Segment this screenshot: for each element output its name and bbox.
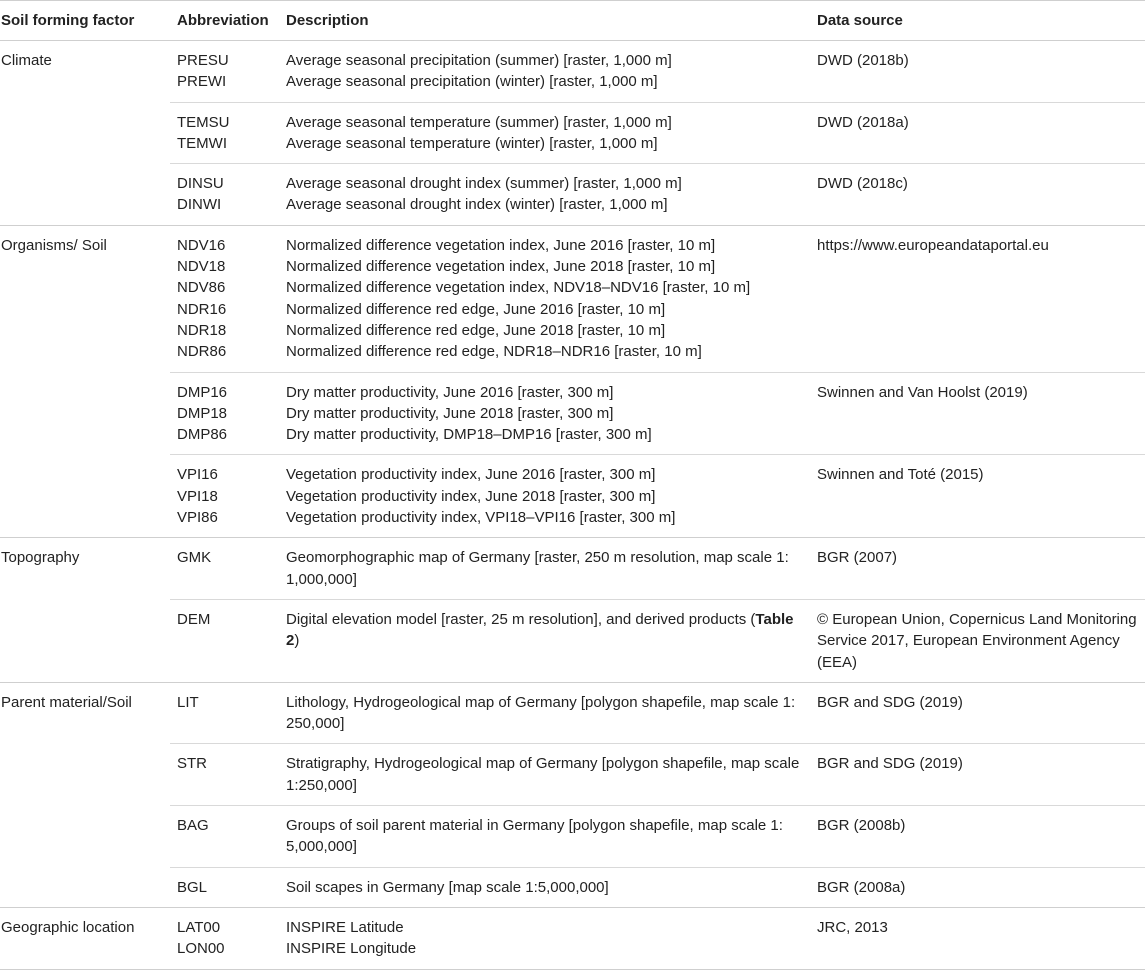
table-row bbox=[0, 599, 1145, 682]
table-row bbox=[0, 867, 1145, 907]
header-source: Data source bbox=[817, 1, 1145, 41]
source-cell: BGR and SDG (2019) bbox=[817, 682, 1145, 744]
abbreviation: PREWI bbox=[177, 73, 227, 91]
header-row bbox=[0, 1, 1145, 41]
description: Average seasonal drought index (summer) [raster, 1,000 m] bbox=[286, 175, 682, 193]
abbreviation: NDV18 bbox=[177, 258, 226, 276]
description: Stratigraphy, Hydrogeological map of Germany [polygon shapefile, map scale 1:250,000] bbox=[286, 755, 800, 794]
table-row bbox=[0, 806, 1145, 868]
table-row bbox=[0, 164, 1145, 226]
description-cell bbox=[286, 806, 817, 868]
description-cell bbox=[286, 164, 817, 226]
source-cell: Swinnen and Toté (2015) bbox=[817, 455, 1145, 538]
table-row bbox=[0, 538, 1145, 600]
description-cell bbox=[286, 225, 817, 372]
source-cell: BGR (2007) bbox=[817, 538, 1145, 600]
abbreviation: TEMWI bbox=[177, 134, 227, 152]
abbreviation-cell bbox=[170, 455, 286, 538]
description-cell bbox=[286, 102, 817, 164]
table-row bbox=[0, 455, 1145, 538]
abbreviation: DEM bbox=[177, 610, 211, 628]
source-cell: © European Union, Copernicus Land Monitoring Service 2017, European Environment Agency (EEA) bbox=[817, 599, 1145, 682]
header-description: Description bbox=[286, 1, 817, 41]
abbreviation-cell bbox=[170, 599, 286, 682]
header-factor: Soil forming factor bbox=[0, 1, 170, 41]
source-cell: BGR (2008b) bbox=[817, 806, 1145, 868]
description: Dry matter productivity, June 2016 [raster, 300 m] bbox=[286, 383, 614, 401]
abbreviation: NDR18 bbox=[177, 321, 227, 339]
abbreviation: BAG bbox=[177, 817, 209, 835]
abbreviation-cell bbox=[170, 225, 286, 372]
description: INSPIRE Longitude bbox=[286, 940, 417, 958]
abbreviation: DMP86 bbox=[177, 426, 228, 444]
description: Average seasonal temperature (winter) [raster, 1,000 m] bbox=[286, 134, 658, 152]
table-row bbox=[0, 41, 1145, 103]
abbreviation: LON00 bbox=[177, 940, 225, 958]
abbreviation: NDR16 bbox=[177, 300, 227, 318]
description: Vegetation productivity index, June 2016 [raster, 300 m] bbox=[286, 466, 656, 484]
factor-cell: Climate bbox=[0, 41, 170, 226]
description-cell bbox=[286, 41, 817, 103]
source-cell: DWD (2018b) bbox=[817, 41, 1145, 103]
abbreviation: STR bbox=[177, 755, 207, 773]
source-cell: https://www.europeandataportal.eu bbox=[817, 225, 1145, 372]
description: Average seasonal temperature (summer) [raster, 1,000 m] bbox=[286, 113, 672, 131]
description-cell bbox=[286, 455, 817, 538]
table-row bbox=[0, 102, 1145, 164]
abbreviation: BGL bbox=[177, 878, 208, 896]
abbreviation-cell bbox=[170, 102, 286, 164]
abbreviation: TEMSU bbox=[177, 113, 230, 131]
description-cell bbox=[286, 599, 817, 682]
abbreviation-cell bbox=[170, 682, 286, 744]
description: Lithology, Hydrogeological map of Germany [polygon shapefile, map scale 1: 250,000] bbox=[286, 693, 796, 733]
source-cell: DWD (2018a) bbox=[817, 102, 1145, 164]
source-cell: BGR and SDG (2019) bbox=[817, 744, 1145, 806]
abbreviation: DMP16 bbox=[177, 383, 228, 401]
abbreviation-cell bbox=[170, 867, 286, 907]
description: Groups of soil parent material in Germany [polygon shapefile, map scale 1: 5,000,000] bbox=[286, 817, 783, 856]
abbreviation-cell bbox=[170, 41, 286, 103]
description: Normalized difference vegetation index, June 2016 [raster, 10 m] bbox=[286, 236, 716, 254]
abbreviation: VPI18 bbox=[177, 487, 218, 505]
description: Dry matter productivity, DMP18–DMP16 [raster, 300 m] bbox=[286, 426, 652, 444]
source-cell: BGR (2008a) bbox=[817, 867, 1145, 907]
abbreviation: DINSU bbox=[177, 175, 224, 193]
table-row bbox=[0, 225, 1145, 372]
source-cell: Swinnen and Van Hoolst (2019) bbox=[817, 372, 1145, 455]
abbreviation: PRESU bbox=[177, 52, 229, 69]
description: Average seasonal precipitation (summer) [raster, 1,000 m] bbox=[286, 52, 672, 69]
description: Normalized difference vegetation index, June 2018 [raster, 10 m] bbox=[286, 258, 716, 276]
table-reference-link[interactable]: Table 2 bbox=[286, 610, 794, 650]
description: Vegetation productivity index, June 2018 [raster, 300 m] bbox=[286, 487, 656, 505]
abbreviation: LAT00 bbox=[177, 918, 221, 936]
table-row bbox=[0, 744, 1145, 806]
abbreviation-cell bbox=[170, 907, 286, 969]
description: Digital elevation model [raster, 25 m resolution], and derived products ( bbox=[286, 610, 756, 628]
abbreviation: NDR86 bbox=[177, 343, 227, 361]
abbreviation: DMP18 bbox=[177, 404, 228, 422]
abbreviation: GMK bbox=[177, 549, 212, 567]
description-cell bbox=[286, 372, 817, 455]
abbreviation-cell bbox=[170, 806, 286, 868]
table-row bbox=[0, 372, 1145, 455]
description-suffix: ) bbox=[294, 632, 300, 650]
description: Geomorphographic map of Germany [raster, 250 m resolution, map scale 1: 1,000,000] bbox=[286, 549, 789, 588]
description-cell bbox=[286, 744, 817, 806]
description: Normalized difference red edge, NDR18–NDR16 [raster, 10 m] bbox=[286, 343, 702, 361]
abbreviation-cell bbox=[170, 744, 286, 806]
abbreviation: VPI16 bbox=[177, 466, 218, 484]
factor-cell: Parent material/Soil bbox=[0, 682, 170, 907]
factor-cell: Topography bbox=[0, 538, 170, 682]
description: Normalized difference vegetation index, NDV18–NDV16 [raster, 10 m] bbox=[286, 279, 751, 297]
abbreviation: DINWI bbox=[177, 196, 222, 214]
description: Dry matter productivity, June 2018 [raster, 300 m] bbox=[286, 404, 614, 422]
table-row bbox=[0, 682, 1145, 744]
description-cell bbox=[286, 682, 817, 744]
abbreviation-cell bbox=[170, 164, 286, 226]
table-row bbox=[0, 907, 1145, 969]
factor-cell: Geographic location bbox=[0, 907, 170, 969]
description: Average seasonal precipitation (winter) [raster, 1,000 m] bbox=[286, 73, 658, 91]
description: Average seasonal drought index (winter) [raster, 1,000 m] bbox=[286, 196, 668, 214]
description-cell bbox=[286, 538, 817, 600]
description: INSPIRE Latitude bbox=[286, 918, 404, 936]
description-cell bbox=[286, 907, 817, 969]
source-cell: JRC, 2013 bbox=[817, 907, 1145, 969]
abbreviation-cell bbox=[170, 538, 286, 600]
description: Soil scapes in Germany [map scale 1:5,000,000] bbox=[286, 878, 609, 896]
abbreviation: VPI86 bbox=[177, 509, 218, 527]
description-cell bbox=[286, 867, 817, 907]
abbreviation-cell bbox=[170, 372, 286, 455]
header-abbreviation: Abbreviation bbox=[170, 1, 286, 41]
source-cell: DWD (2018c) bbox=[817, 164, 1145, 226]
abbreviation: NDV86 bbox=[177, 279, 226, 297]
description: Vegetation productivity index, VPI18–VPI16 [raster, 300 m] bbox=[286, 509, 676, 527]
description: Normalized difference red edge, June 2018 [raster, 10 m] bbox=[286, 321, 666, 339]
factor-cell: Organisms/ Soil bbox=[0, 225, 170, 538]
abbreviation: LIT bbox=[177, 693, 199, 711]
description: Normalized difference red edge, June 2016 [raster, 10 m] bbox=[286, 300, 666, 318]
abbreviation: NDV16 bbox=[177, 236, 226, 254]
